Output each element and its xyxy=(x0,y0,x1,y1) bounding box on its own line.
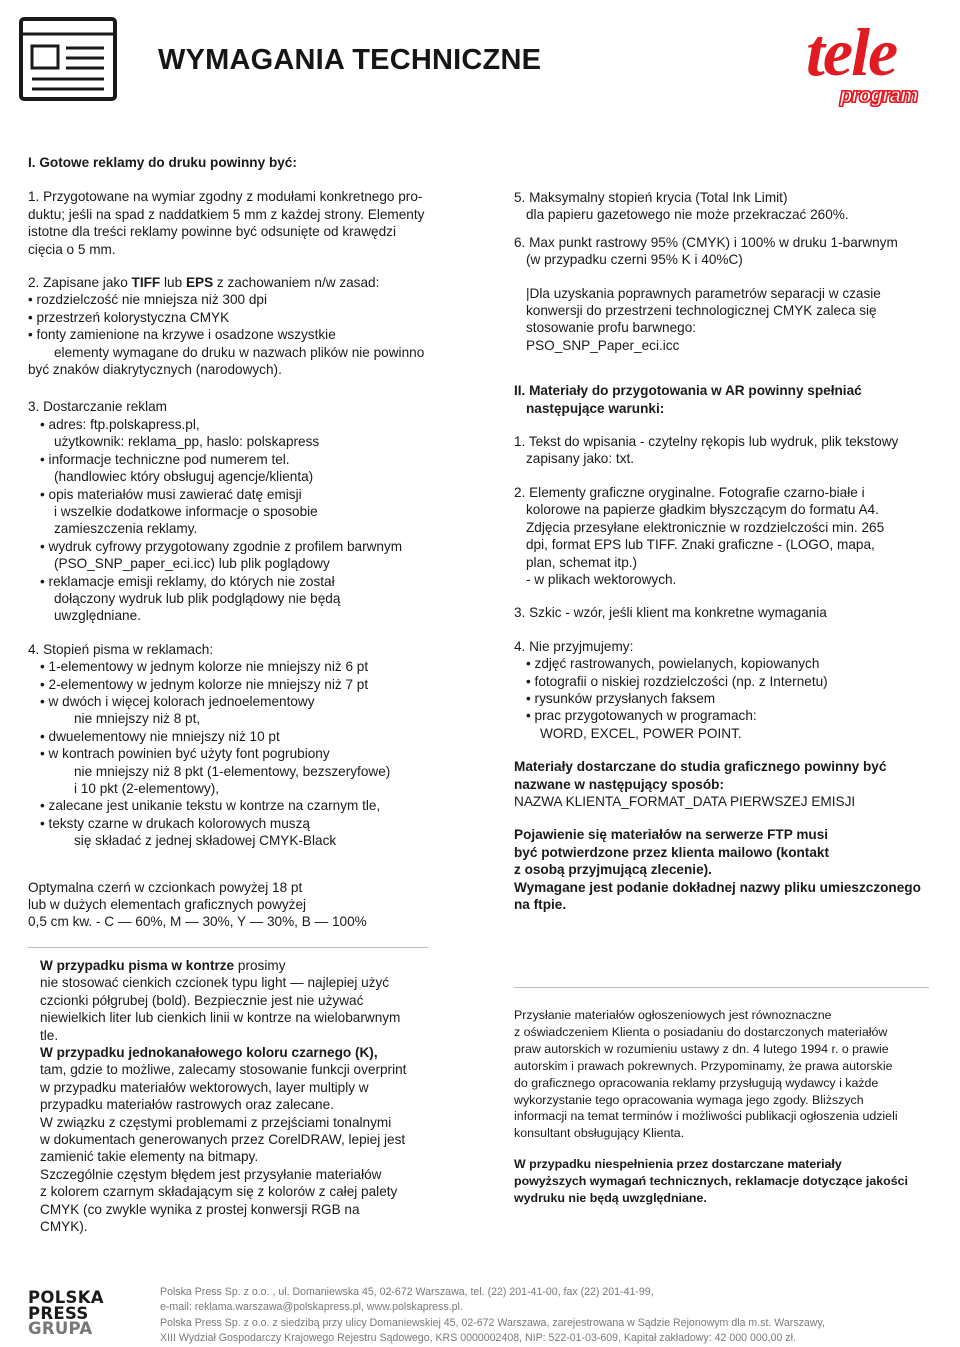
page-title: WYMAGANIA TECHNICZNE xyxy=(158,44,542,76)
text-line: powyższych wymagań technicznych, reklamacje dotyczące jakości xyxy=(514,1174,908,1189)
text-line: przypadku materiałów rastrowych oraz zalecane. xyxy=(40,1097,334,1113)
list-item: • 1-elementowy w jednym kolorze nie mniejszy niż 6 pt xyxy=(28,658,468,675)
text-line: W przypadku niespełnienia przez dostarczane materiały xyxy=(514,1157,842,1172)
text-line: - w plikach wektorowych. xyxy=(526,571,677,587)
text-line: zamienić takie elementy na bitmapy. xyxy=(40,1149,259,1165)
text-line: plan, schemat itp.) xyxy=(526,554,638,570)
text-line: tam, gdzie to możliwe, zalecamy stosowanie funkcji overprint xyxy=(40,1062,407,1078)
text-line: CMYK (co zwykle wynika z prostej konwersji RGB na xyxy=(40,1201,360,1217)
list-item: • przestrzeń kolorystyczna CMYK xyxy=(28,309,468,326)
text-line: na ftpie. xyxy=(514,897,567,912)
text-line: do graficznego opracowania reklamy przysługują wydawcy i każde xyxy=(514,1075,879,1090)
text-line: Przysłanie materiałów ogłoszeniowych jest równoznaczne xyxy=(514,1008,832,1022)
list-item: • reklamacje emisji reklamy, do których nie został xyxy=(28,573,468,590)
footer-line: e-mail: reklama.warszawa@polskapress.pl, www.polskapress.pl. xyxy=(160,1301,463,1314)
list-item: • fotografii o niskiej rozdzielczości (np. z Internetu) xyxy=(514,673,934,690)
text-line: duktu; jeśli na spad z naddatkiem 5 mm z każdej strony. Elementy xyxy=(28,206,425,222)
divider xyxy=(514,987,929,988)
list-item: • zdjęć rastrowanych, powielanych, kopiowanych xyxy=(514,655,934,672)
footer-contact xyxy=(160,1285,950,1347)
text-line: 0,5 cm kw. - C — 60%, M — 30%, Y — 30%, B — 100% xyxy=(28,914,367,930)
text-line: dpi, format EPS lub TIFF. Znaki graficzne - (LOGO, mapa, xyxy=(526,537,875,553)
list-item: • adres: ftp.polskapress.pl, xyxy=(28,416,468,433)
section-title: następujące warunki: xyxy=(526,400,665,416)
text-line: nie mniejszy niż 8 pkt (1-elementowy, bezszeryfowe) xyxy=(74,763,391,779)
text-line: Szczególnie częstym błędem jest przysyłanie materiałów xyxy=(40,1166,382,1182)
list-item: • prac przygotowanych w programach: xyxy=(514,707,934,724)
text-line: konwersji do przestrzeni technologicznej CMYK zaleca się xyxy=(526,303,877,319)
text-line: wykorzystanie tego opracowania wymaga jego zgody. Bliższych xyxy=(514,1092,864,1107)
text-line: praw autorskich w rozumieniu ustawy z dn. 4 lutego 1994 r. o prawie xyxy=(514,1041,889,1056)
tele-program-logo xyxy=(806,14,942,118)
text-line: istotne dla treści reklamy powinne być odsunięte od krawędzi xyxy=(28,224,396,240)
list-item: • wydruk cyfrowy przygotowany zgodnie z profilem barwnym xyxy=(28,538,468,555)
footer-line: Polska Press Sp. z o.o. , ul. Domaniewska 45, 02-672 Warszawa, tel. (22) 201-41-00, fax (22) 201-41-99, xyxy=(160,1286,654,1298)
text-line: 1. Tekst do wpisania - czytelny rękopis lub wydruk, plik tekstowy xyxy=(514,434,899,450)
text-line: kolorowe na papierze gładkim błyszczącym do formatu A4. xyxy=(526,502,879,518)
text-line: z kolorem czarnym składającym się z kolorów z całej palety xyxy=(40,1184,398,1200)
list-item: • dwuelementowy nie mniejszy niż 10 pt xyxy=(28,728,468,745)
text-line: i wszelkie dodatkowe informacje o sposobie xyxy=(54,503,318,519)
text-line: 2. Zapisane jako TIFF lub EPS z zachowaniem n/w zasad: xyxy=(28,275,380,291)
list-item: • informacje techniczne pod numerem tel. xyxy=(28,451,468,468)
text-line: niewielkich liter lub cienkich linii w kontrze na wielobarwnym xyxy=(40,1010,401,1026)
text-line: nie mniejszy niż 8 pt, xyxy=(74,711,201,727)
footer-line: XIII Wydział Gospodarczy Krajowego Rejestru Sądowego, KRS 0000002408, NIP: 522-01-03-609, Kapitał zakładowy: 42 000 000,00 zł. xyxy=(160,1332,796,1345)
right-column xyxy=(514,189,934,913)
text-line: Pojawienie się materiałów na serwerze FTP musi xyxy=(514,827,829,843)
text-line: czcionki półgrubej (bold). Bezpiecznie jest nie używać xyxy=(40,992,364,1008)
document-icon xyxy=(18,16,118,102)
text-line: nie stosować cienkich czcionek typu light — najlepiej użyć xyxy=(40,975,390,991)
text-line: zapisany jako: txt. xyxy=(526,451,635,467)
text-line: 3. Szkic - wzór, jeśli klient ma konkretne wymagania xyxy=(514,605,827,621)
text-line: Optymalna czerń w czcionkach powyżej 18 pt xyxy=(28,879,303,895)
logo-line: GRUPA xyxy=(28,1319,93,1338)
text-line: W przypadku pisma w kontrze prosimy xyxy=(40,958,286,973)
text-line: PSO_SNP_Paper_eci.icc xyxy=(526,337,680,353)
list-item: • opis materiałów musi zawierać datę emisji xyxy=(28,486,468,503)
list-item: • fonty zamienione na krzywe i osadzone wszystkie xyxy=(28,326,468,343)
text-line: wydruku nie będą uwzględniane. xyxy=(514,1191,707,1206)
text-line: lub w dużych elementach graficznych powyżej xyxy=(28,897,307,913)
text-line: uwzględniane. xyxy=(54,608,141,624)
right-bottom-column xyxy=(514,1007,924,1207)
text-line: konsultant obsługujący Klienta. xyxy=(514,1126,685,1141)
logo-main: tele xyxy=(806,14,897,90)
logo-line: POLSKA xyxy=(28,1288,104,1307)
text-line: (w przypadku czerni 95% K i 40%C) xyxy=(526,252,743,268)
text-line: 4. Stopień pisma w reklamach: xyxy=(28,641,214,657)
left-bottom-column xyxy=(40,957,420,1236)
text-line: z oświadczeniem Klienta o posiadaniu do dostarczonych materiałów xyxy=(514,1024,888,1039)
text-line: 6. Max punkt rastrowy 95% (CMYK) i 100% w druku 1-barwnym xyxy=(514,234,898,250)
text-line: nazwane w następujący sposób: xyxy=(514,776,724,792)
text-line: stosowanie profu barwnego: xyxy=(526,320,697,336)
text-line: dla papieru gazetowego nie może przekraczać 260%. xyxy=(526,207,849,223)
text-line: 5. Maksymalny stopień krycia (Total Ink Limit) xyxy=(514,190,788,205)
text-line: Zdjęcia przesyłane elektronicznie w rozdzielczości min. 265 xyxy=(526,519,885,535)
list-item: • rysunków przysłanych faksem xyxy=(514,690,934,707)
text-line: i 10 pkt (2-elementowy), xyxy=(74,781,220,796)
text-line: 2. Elementy graficzne oryginalne. Fotografie czarno-białe i xyxy=(514,484,865,500)
text-line: cięcia o 5 mm. xyxy=(28,241,116,257)
list-item: • zalecane jest unikanie tekstu w kontrze na czarnym tle, xyxy=(28,797,468,814)
text-line: 1. Przygotowane na wymiar zgodny z modułami konkretnego pro- xyxy=(28,189,423,205)
text-line: być potwierdzone przez klienta mailowo (kontakt xyxy=(514,844,829,860)
text-line: w przypadku materiałów wektorowych, layer multiply w xyxy=(40,1079,369,1095)
list-item: • w dwóch i więcej kolorach jednoelementowy xyxy=(28,693,468,710)
text-line: dołączony wydruk lub plik podglądowy nie będą xyxy=(54,590,341,606)
text-line: (PSO_SNP_paper_eci.icc) lub plik poglądowy xyxy=(54,556,330,572)
text-line: 4. Nie przyjmujemy: xyxy=(514,638,634,654)
text-line: Wymagane jest podanie dokładnej nazwy pliku umieszczonego xyxy=(514,879,921,895)
list-item: • 2-elementowy w jednym kolorze nie mniejszy niż 7 pt xyxy=(28,676,468,693)
text-line: autorskim i prawach pokrewnych. Przypominamy, że prawa autorskie xyxy=(514,1058,893,1073)
text-line: informacji na temat terminów i możliwości publikacji ogłoszenia udzieli xyxy=(514,1109,898,1124)
polska-press-logo xyxy=(28,1290,104,1337)
text-line: |Dla uzyskania poprawnych parametrów separacji w czasie xyxy=(526,285,881,301)
text-line: użytkownik: reklama_pp, haslo: polskapress xyxy=(54,434,320,450)
text-line: elementy wymagane do druku w nazwach plików nie powinno xyxy=(54,344,425,360)
text-line: W związku z częstymi problemami z przejściami tonalnymi xyxy=(40,1114,392,1130)
text-line: W przypadku jednokanałowego koloru czarnego (K), xyxy=(40,1045,378,1061)
text-line: Materiały dostarczane do studia graficznego powinny być xyxy=(514,759,887,775)
section-title: II. Materiały do przygotowania w AR powinny spełniać xyxy=(514,383,862,399)
logo-sub: program xyxy=(840,85,918,107)
section-title: I. Gotowe reklamy do druku powinny być: xyxy=(28,155,297,170)
divider xyxy=(28,947,428,948)
text-line: (handlowiec który obsługuj agencje/klienta) xyxy=(54,469,314,485)
footer-line: Polska Press Sp. z o.o. z siedzibą przy ulicy Domaniewskiej 45, 02-672 Warszawa, zarejestrowana w Sądzie Rejonowym dla m.st. Warszawy, xyxy=(160,1316,825,1329)
logo-line: PRESS xyxy=(28,1303,89,1323)
text-line: WORD, EXCEL, POWER POINT. xyxy=(540,725,742,741)
text-line: 3. Dostarczanie reklam xyxy=(28,399,168,415)
list-item: • w kontrach powinien być użyty font pogrubiony xyxy=(28,745,468,762)
list-item: • rozdzielczość nie mniejsza niż 300 dpi xyxy=(28,291,468,308)
naming-pattern: NAZWA KLIENTA_FORMAT_DATA PIERWSZEJ EMISJI xyxy=(514,793,856,809)
text-line: CMYK). xyxy=(40,1219,88,1235)
text-line: tle. xyxy=(40,1027,59,1043)
text-line: zamieszczenia reklamy. xyxy=(54,521,198,537)
list-item: • teksty czarne w drukach kolorowych muszą xyxy=(28,815,468,832)
text-line: się składać z jednej składowej CMYK-Black xyxy=(74,833,337,849)
text-line: z osobą przyjmującą zlecenie). xyxy=(514,862,712,878)
text-line: w dokumentach generowanych przez CorelDRAW, lepiej jest xyxy=(40,1132,406,1148)
left-column xyxy=(28,154,468,931)
text-line: być znaków diakrytycznych (narodowych). xyxy=(28,362,282,378)
